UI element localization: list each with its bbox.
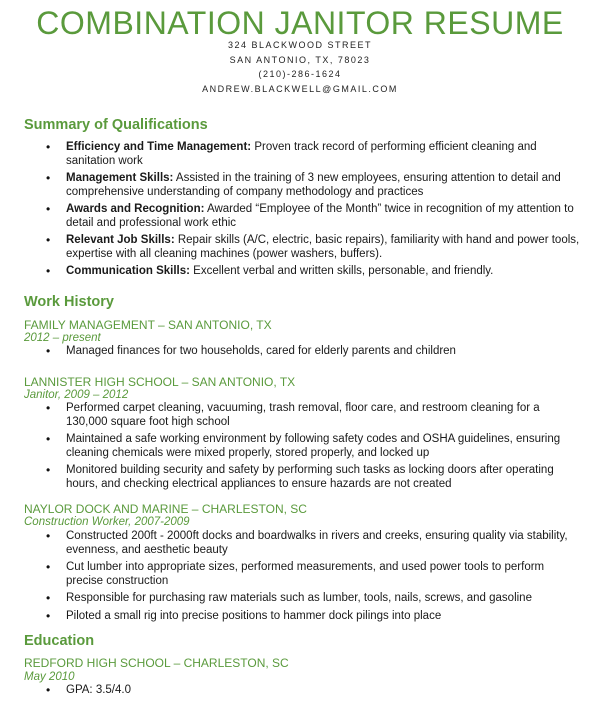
summary-item-label: Awards and Recognition:	[66, 203, 205, 215]
summary-item	[40, 234, 580, 261]
summary-item-text: Repair skills (A/C, electric, basic repairs), familiarity with hand and power tools, expertise with all cleaning machines (power washers, buffers).	[66, 234, 580, 260]
contact-block	[0, 38, 600, 96]
job-bullet: • Responsible for purchasing raw materials such as lumber, tools, nails, screws, and gasoline	[40, 592, 580, 606]
job-bullet: • Maintained a safe working environment by following safety codes and OSHA guidelines, ensuring cleaning chemicals were mixed properly, stored properly, and locked up	[40, 433, 580, 460]
summary-item-text: Assisted in the training of 3 new employees, ensuring attention to detail and comprehensive understanding of company methodology and practices	[66, 172, 561, 198]
education-heading: Education	[24, 633, 95, 649]
job-bullet: • Monitored building security and safety by performing such tasks as locking doors after operating hours, and checking electrical appliances to ensure hazards are not created	[40, 464, 580, 491]
summary-item	[40, 141, 580, 168]
education-bullets	[40, 684, 580, 702]
job-bullets	[40, 530, 580, 627]
job-employer: LANNISTER HIGH SCHOOL – SAN ANTONIO, TX	[24, 375, 296, 389]
summary-item-label: Management Skills:	[66, 172, 174, 184]
summary-heading: Summary of Qualifications	[24, 117, 208, 133]
job-bullets	[40, 402, 580, 495]
contact-phone: (210)-286-1624	[258, 69, 342, 79]
summary-item-text: Excellent verbal and written skills, personable, and friendly.	[189, 265, 494, 277]
resume-title: COMBINATION JANITOR RESUME	[36, 5, 564, 41]
job-bullet: • Managed finances for two households, cared for elderly parents and children	[40, 345, 580, 359]
summary-item-text: Awarded “Employee of the Month” twice in recognition of my attention to detail and professional work ethic	[66, 203, 574, 229]
job-employer: NAYLOR DOCK AND MARINE – CHARLESTON, SC	[24, 502, 307, 516]
education-date: May 2010	[24, 671, 75, 683]
job-role: Construction Worker, 2007-2009	[24, 516, 190, 528]
summary-item-text: Proven track record of performing efficient cleaning and sanitation work	[66, 141, 537, 167]
summary-item-label: Relevant Job Skills:	[66, 234, 175, 246]
job-bullet: • Constructed 200ft - 2000ft docks and boardwalks in rivers and creeks, ensuring quality via stability, evenness, and aesthetic beauty	[40, 530, 580, 557]
education-bullet: • GPA: 3.5/4.0	[40, 684, 580, 698]
job-role: 2012 – present	[24, 332, 101, 344]
contact-address: 324 BLACKWOOD STREET	[227, 40, 373, 50]
summary-item-label: Efficiency and Time Management:	[66, 141, 252, 153]
summary-item	[40, 265, 580, 279]
job-role: Janitor, 2009 – 2012	[24, 389, 129, 401]
job-bullet: • Piloted a small rig into precise positions to hammer dock pilings into place	[40, 610, 580, 624]
contact-email: ANDREW.BLACKWELL@GMAIL.COM	[202, 83, 398, 94]
contact-city: SAN ANTONIO, TX, 78023	[229, 54, 371, 65]
job-bullet: • Cut lumber into appropriate sizes, performed measurements, and used power tools to perform precise construction	[40, 561, 580, 588]
job-employer: FAMILY MANAGEMENT – SAN ANTONIO, TX	[24, 318, 272, 332]
summary-list	[40, 141, 580, 283]
summary-item	[40, 172, 580, 199]
education-school: REDFORD HIGH SCHOOL – CHARLESTON, SC	[24, 656, 289, 670]
job-bullet: • Performed carpet cleaning, vacuuming, trash removal, floor care, and restroom cleaning for a 130,000 square foot high school	[40, 402, 580, 429]
summary-item	[40, 203, 580, 230]
work-history-heading: Work History	[24, 294, 114, 310]
job-bullets	[40, 345, 580, 363]
summary-item-label: Communication Skills:	[66, 265, 190, 277]
